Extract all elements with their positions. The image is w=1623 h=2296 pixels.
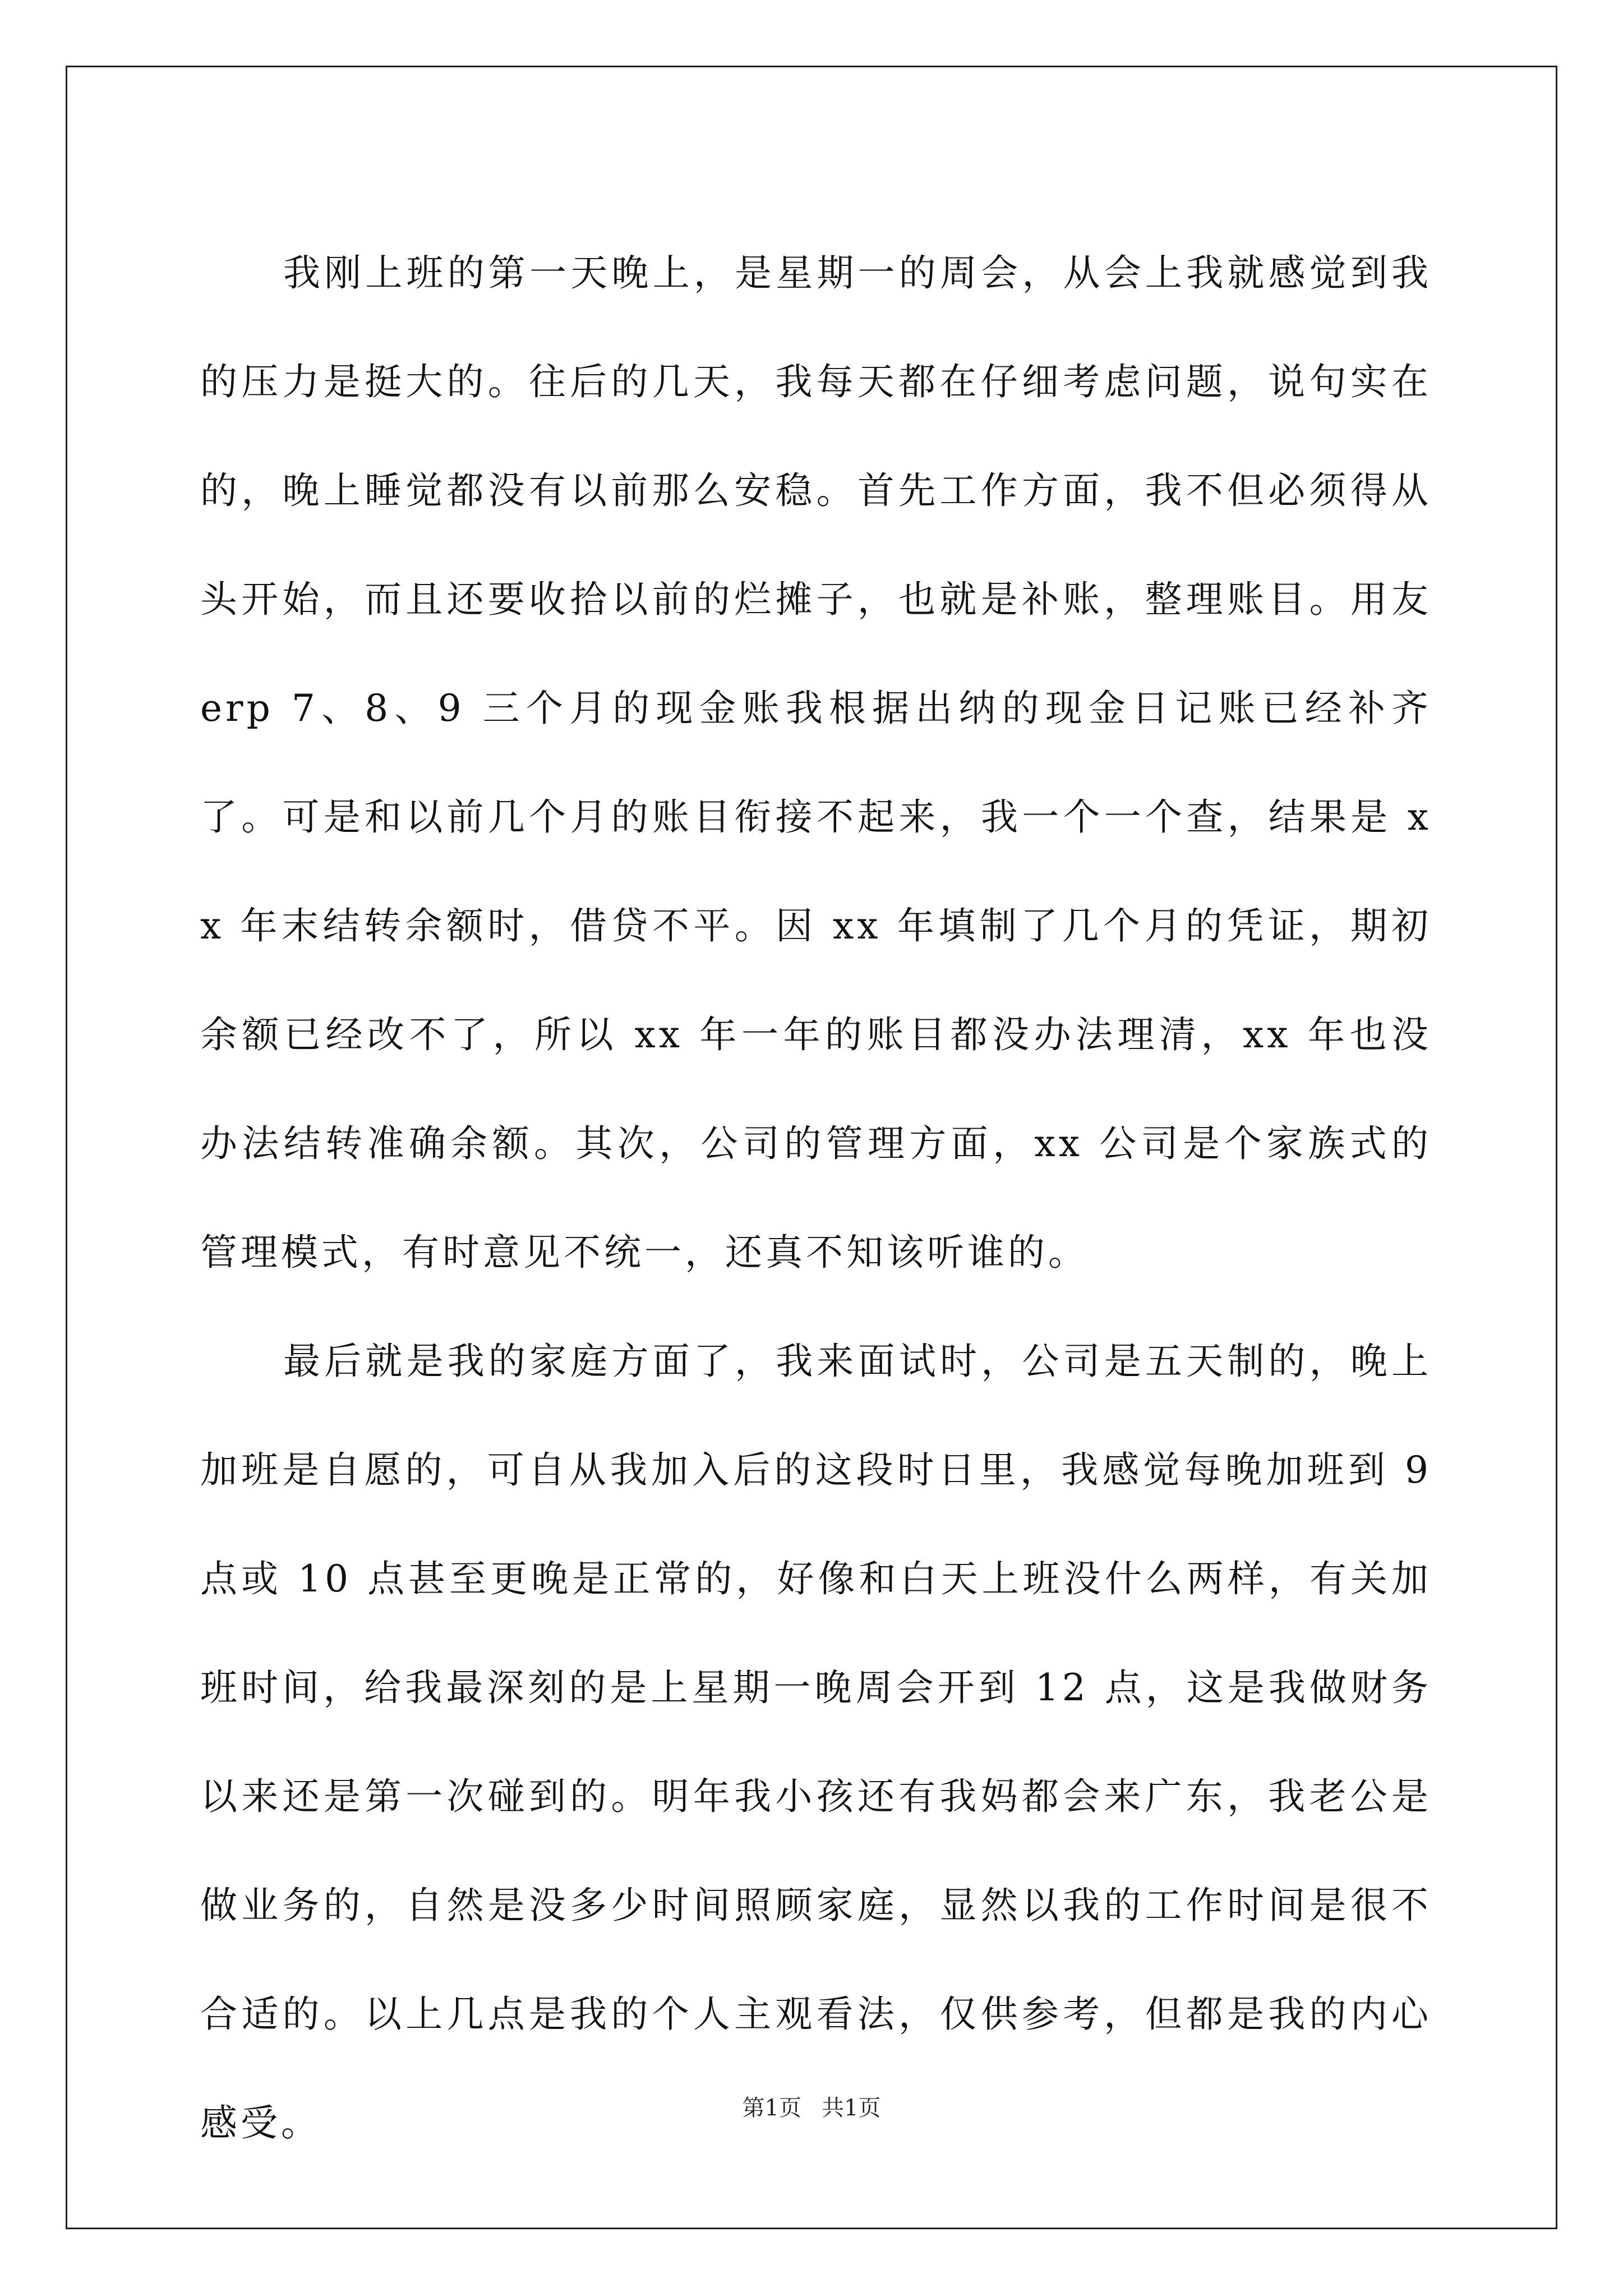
- current-page-label: 第1页: [742, 2095, 801, 2121]
- document-body: [200, 219, 1432, 2178]
- paragraph-1: 我刚上班的第一天晚上，是星期一的周会，从会上我就感觉到我的压力是挺大的。往后的几天，我每天都在仔细考虑问题，说句实在的，晚上睡觉都没有以前那么安稳。首先工作方面，我不但必须得从头开始，而且还要收拾以前的烂摊子，也就是补账，整理账目。用友 erp 7、8、9 三个月的现金账我根据出纳的现金日记账已经补齐了。可是和以前几个月的账目衔接不起来，我一个一个查，结果是 xx 年末结转余额时，借贷不平。因 xx 年填制了几个月的凭证，期初余额已经改不了，所以 xx 年一年的账目都没办法理清，xx 年也没办法结转准确余额。其次，公司的管理方面，xx 公司是个家族式的管理模式，有时意见不统一，还真不知该听谁的。: [200, 251, 1432, 1274]
- paragraph-2: 最后就是我的家庭方面了，我来面试时，公司是五天制的，晚上加班是自愿的，可自从我加入后的这段时日里，我感觉每晚加班到 9 点或 10 点甚至更晚是正常的，好像和白天上班没什么两样，有关加班时间，给我最深刻的是上星期一晚周会开到 12 点，这是我做财务以来还是第一次碰到的。明年我小孩还有我妈都会来广东，我老公是做业务的，自然是没多少时间照顾家庭，显然以我的工作时间是很不合适的。以上几点是我的个人主观看法，仅供参考，但都是我的内心感受。: [200, 1340, 1432, 2145]
- page-footer: [0, 2091, 1623, 2125]
- total-pages-label: 共1页: [822, 2095, 881, 2121]
